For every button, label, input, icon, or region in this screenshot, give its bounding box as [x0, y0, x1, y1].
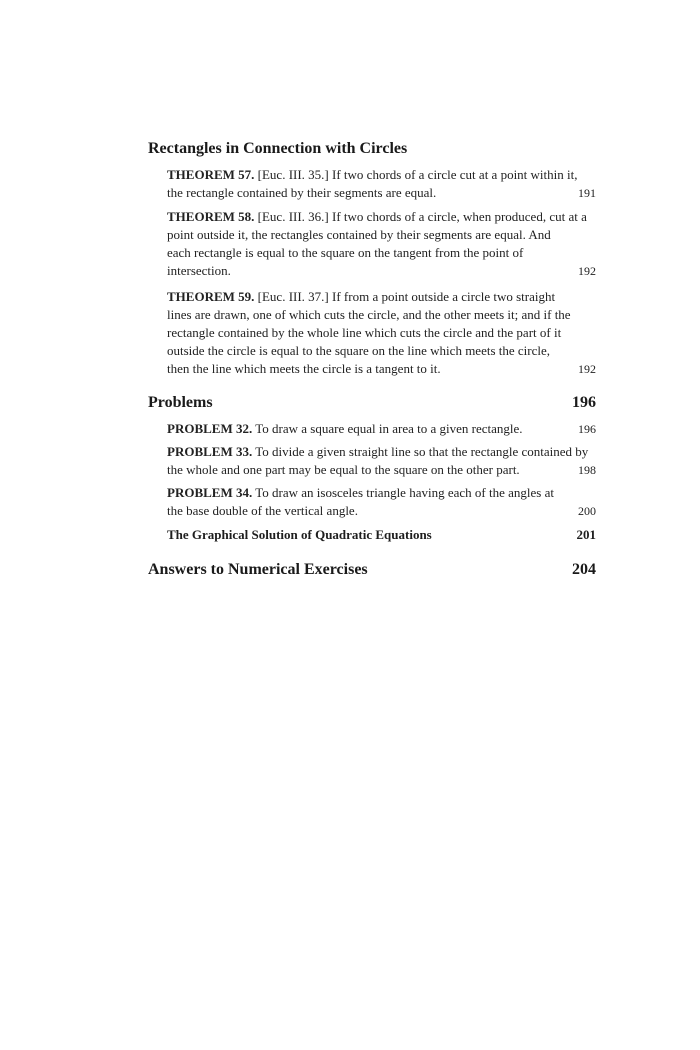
subsection-title: The Graphical Solution of Quadratic Equations [167, 527, 432, 542]
section-page-number: 196 [572, 394, 596, 411]
toc-entry-problem-32 [167, 420, 596, 438]
page-number: 198 [578, 463, 596, 477]
section-page-number: 204 [572, 561, 596, 578]
section-heading-problems [148, 392, 596, 414]
toc-entry-problem-34 [167, 484, 596, 520]
entry-label: PROBLEM 33. [167, 444, 253, 459]
page-number: 191 [578, 186, 596, 200]
entry-text: intersection. [167, 263, 231, 278]
toc-entry-graphical-solution [167, 526, 596, 544]
entry-text: the rectangle contained by their segments are equal. [167, 185, 437, 200]
page-number: 196 [578, 422, 596, 436]
entry-label: THEOREM 57. [167, 167, 255, 182]
table-of-contents [148, 138, 596, 581]
entry-label: PROBLEM 32. [167, 421, 253, 436]
section-title: Problems [148, 394, 213, 411]
page-number: 200 [578, 504, 596, 518]
theorem-list [148, 166, 596, 378]
entry-label: PROBLEM 34. [167, 485, 253, 500]
section-title: Answers to Numerical Exercises [148, 561, 368, 578]
entry-text: [Euc. III. 36.] If two chords of a circle, when produced, cut at a [257, 209, 587, 224]
page-number: 192 [578, 362, 596, 376]
page-number: 192 [578, 264, 596, 278]
entry-label: THEOREM 59. [167, 289, 255, 304]
toc-entry-theorem-57 [167, 166, 596, 202]
page-number: 201 [576, 527, 596, 542]
toc-entry-problem-33 [167, 443, 596, 479]
entry-text: [Euc. III. 35.] If two chords of a circle cut at a point within it, [257, 167, 578, 182]
entry-text: To draw an isosceles triangle having each of the angles at [255, 485, 554, 500]
section-heading-rectangles [148, 138, 596, 160]
entry-label: THEOREM 58. [167, 209, 255, 224]
problem-list [148, 420, 596, 544]
entry-text: the whole and one part may be equal to the square on the other part. [167, 462, 520, 477]
entry-text: [Euc. III. 37.] If from a point outside a circle two straight [257, 289, 556, 304]
toc-entry-theorem-58 [167, 208, 596, 280]
section-heading-answers [148, 559, 596, 581]
entry-text: the base double of the vertical angle. [167, 503, 358, 518]
toc-entry-theorem-59 [167, 288, 596, 378]
entry-text: rectangle contained by the whole line which cuts the circle and the part of it [167, 325, 562, 340]
entry-text: To draw a square equal in area to a given rectangle. [255, 421, 523, 436]
entry-text: lines are drawn, one of which cuts the circle, and the other meets it; and if the [167, 307, 571, 322]
entry-text: outside the circle is equal to the square on the line which meets the circle, [167, 343, 551, 358]
section-title: Rectangles in Connection with Circles [148, 140, 408, 157]
entry-text: each rectangle is equal to the square on the tangent from the point of [167, 245, 524, 260]
entry-text: then the line which meets the circle is a tangent to it. [167, 361, 441, 376]
entry-text: To divide a given straight line so that the rectangle contained by [255, 444, 589, 459]
entry-text: point outside it, the rectangles contained by their segments are equal. And [167, 227, 551, 242]
